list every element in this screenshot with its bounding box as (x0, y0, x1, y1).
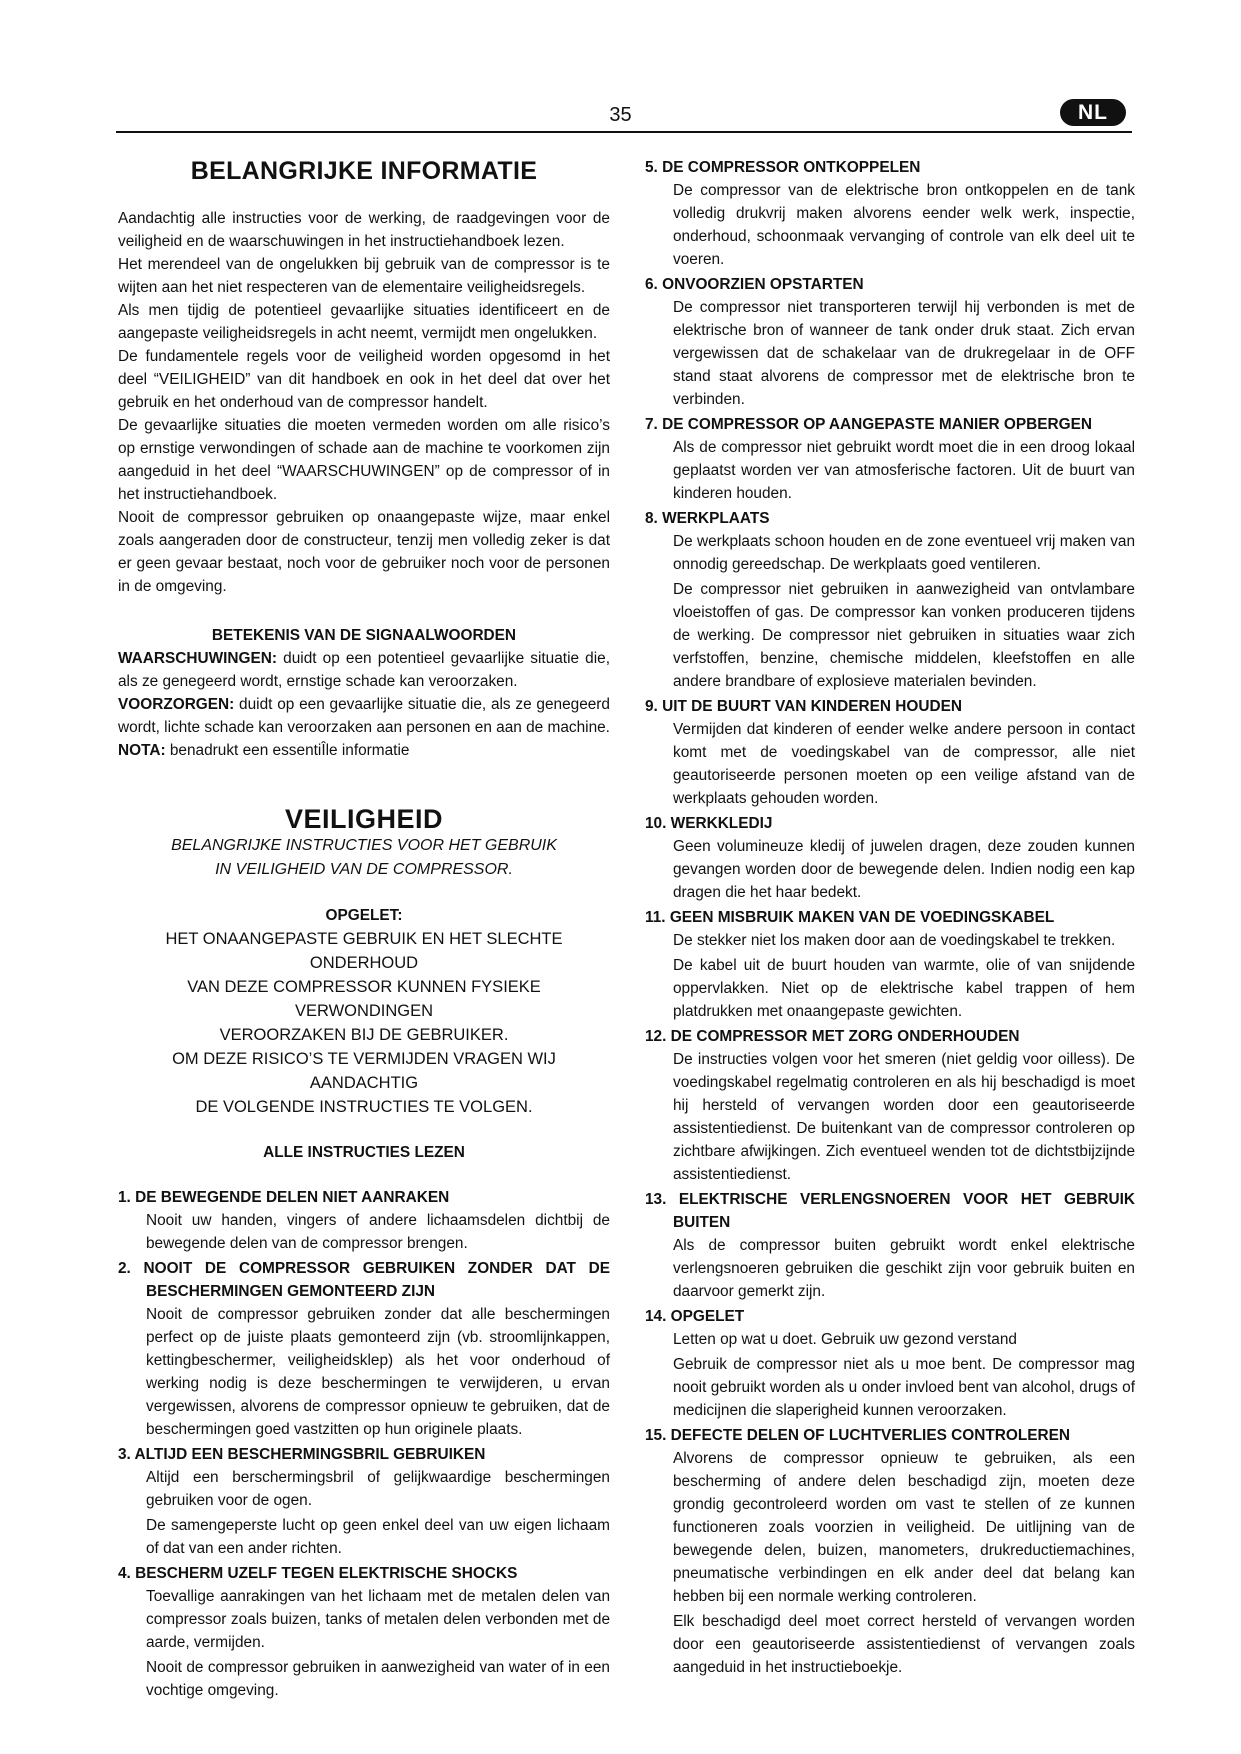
signal-text: duidt op een potentieel gevaarlijke situatie die, als ze genegeerd wordt, ernstige schade kan veroorzaken. (118, 650, 610, 690)
signal-words-heading: BETEKENIS VAN DE SIGNAALWOORDEN (211, 627, 517, 644)
instruction-section (645, 413, 1135, 505)
section-paragraph: Als de compressor niet gebruikt wordt moet die in een droog lokaal geplaatst worden ver van atmosferische factoren. Uit de buurt van kinderen houden. (673, 439, 1135, 502)
instruction-section (645, 156, 1135, 271)
section-heading: 8. WERKPLAATS (645, 510, 770, 527)
intro-text (118, 207, 610, 598)
signal-note (118, 739, 610, 762)
header-rule (116, 131, 1132, 133)
section-paragraph: De samengeperste lucht op geen enkel deel van uw eigen lichaam of dat van een ander richten. (146, 1517, 610, 1557)
section-heading: 11. GEEN MISBRUIK MAKEN VAN DE VOEDINGSKABEL (645, 909, 1055, 926)
section-heading: 12. DE COMPRESSOR MET ZORG ONDERHOUDEN (645, 1028, 1020, 1045)
important-info-title: BELANGRIJKE INFORMATIE (190, 157, 538, 185)
section-heading: 3. ALTIJD EEN BESCHERMINGSBRIL GEBRUIKEN (118, 1446, 486, 1463)
section-heading: 7. DE COMPRESSOR OP AANGEPASTE MANIER OPBERGEN (645, 416, 1092, 433)
intro-paragraph: De gevaarlijke situaties die moeten vermeden worden om alle risico’s op ernstige verwondingen of schade aan de machine te voorkomen zijn aangeduid in het deel “WAARSCHUWINGEN” op de compressor of in het instructiehandboek. (118, 417, 610, 503)
instruction-section (645, 1188, 1135, 1303)
read-all-heading: ALLE INSTRUCTIES LEZEN (263, 1144, 465, 1161)
safety-subtitle: BELANGRIJKE INSTRUCTIES VOOR HET GEBRUIK (171, 837, 557, 854)
caution-line: OM DEZE RISICO’S TE VERMIJDEN VRAGEN WIJ AANDACHTIG (172, 1050, 556, 1092)
caution-line: VEROORZAKEN BIJ DE GEBRUIKER. (219, 1026, 509, 1044)
section-heading: 10. WERKKLEDIJ (645, 815, 773, 832)
intro-paragraph: Het merendeel van de ongelukken bij gebruik van de compressor is te wijten aan het niet respecteren van de elementaire veiligheidsregels. (118, 256, 610, 296)
section-paragraph: Nooit de compressor gebruiken in aanwezigheid van water of in een vochtige omgeving. (146, 1659, 610, 1699)
section-paragraph: Als de compressor buiten gebruikt wordt enkel elektrische verlengsnoeren gebruiken die geschikt zijn voor gebruik buiten en daarvoor gemerkt zijn. (673, 1237, 1135, 1300)
intro-paragraph: Aandachtig alle instructies voor de werking, de raadgevingen voor de veiligheid en de waarschuwingen in het instructiehandboek lezen. (118, 210, 610, 250)
section-paragraph: Altijd een berschermingsbril of gelijkwaardige beschermingen gebruiken voor de ogen. (146, 1469, 610, 1509)
section-paragraph: De compressor van de elektrische bron ontkoppelen en de tank volledig drukvrij maken alvorens eender welk werk, inspectie, onderhoud, schoonmaak vervanging of controle van elk deel uit te voeren. (673, 182, 1135, 268)
page-number: 35 (609, 104, 632, 126)
left-column (118, 156, 610, 1704)
section-heading: 4. BESCHERM UZELF TEGEN ELEKTRISCHE SHOCKS (118, 1565, 518, 1582)
section-paragraph: De stekker niet los maken door aan de voedingskabel te trekken. (673, 932, 1116, 949)
signal-label: NOTA: (118, 742, 166, 759)
section-paragraph: Gebruik de compressor niet als u moe bent. De compressor mag nooit gebruikt worden als u onder invloed bent van alcohol, drugs of medicijnen die slaperigheid kunnen veroorzaken. (673, 1356, 1135, 1419)
instruction-section (645, 273, 1135, 411)
section-paragraph: Toevallige aanrakingen van het lichaam met de metalen delen van compressor zoals buizen, tanks of metalen delen verbonden met de aarde, vermijden. (146, 1588, 610, 1651)
intro-paragraph: Als men tijdig de potentieel gevaarlijke situaties identificeert en de aangepaste veiligheidsregels in acht neemt, vermijdt men ongelukken. (118, 302, 610, 342)
caution-heading: OPGELET: (325, 907, 403, 924)
instruction-section (645, 507, 1135, 693)
instruction-section (645, 1025, 1135, 1186)
section-heading: 13. ELEKTRISCHE VERLENGSNOEREN VOOR HET GEBRUIK BUITEN (645, 1191, 1135, 1231)
section-paragraph: Elk beschadigd deel moet correct hersteld of vervangen worden door een geautoriseerde assistentiedienst of vervangen zoals aangeduid in het instructieboekje. (673, 1613, 1135, 1676)
section-paragraph: De werkplaats schoon houden en de zone eventueel vrij maken van onnodig gereedschap. De werkplaats goed ventileren. (673, 533, 1136, 573)
section-paragraph: Letten op wat u doet. Gebruik uw gezond verstand (673, 1331, 1017, 1348)
language-badge: NL (1060, 99, 1126, 126)
section-heading: 9. UIT DE BUURT VAN KINDEREN HOUDEN (645, 698, 962, 715)
safety-title: VEILIGHEID (284, 804, 444, 834)
caution-line: VAN DEZE COMPRESSOR KUNNEN FYSIEKE VERWONDINGEN (187, 978, 541, 1020)
right-column (645, 156, 1135, 1681)
instruction-section (645, 695, 1135, 810)
instruction-section (645, 1424, 1135, 1679)
section-heading: 1. DE BEWEGENDE DELEN NIET AANRAKEN (118, 1189, 450, 1206)
caution-line: HET ONAANGEPASTE GEBRUIK EN HET SLECHTE ONDERHOUD (165, 930, 563, 972)
instruction-section (118, 1443, 610, 1560)
section-heading: 2. NOOIT DE COMPRESSOR GEBRUIKEN ZONDER DAT DE BESCHERMINGEN GEMONTEERD ZIJN (118, 1260, 610, 1300)
section-heading: 15. DEFECTE DELEN OF LUCHTVERLIES CONTROLEREN (645, 1427, 1070, 1444)
instruction-section (645, 1305, 1135, 1422)
signal-text: benadrukt een essentiÎle informatie (165, 742, 410, 759)
section-paragraph: De compressor niet transporteren terwijl hij verbonden is met de elektrische bron of wanneer de tank onder druk staat. Zich ervan vergewissen dat de schakelaar van de drukregelaar in de OFF stand staat alvorens de compressor met de elektrische bron te verbinden. (673, 299, 1135, 408)
section-heading: 6. ONVOORZIEN OPSTARTEN (645, 276, 864, 293)
section-paragraph: De instructies volgen voor het smeren (niet geldig voor oilless). De voedingskabel regelmatig controleren en als hij beschadigd is moet hij hersteld of vervangen worden door een geautoriseerde assistentiedienst. De buitenkant van de compressor controleren op zichtbare afwijkingen. Zich eventueel wenden tot de dichtstbijzijnde assistentiedienst. (673, 1051, 1135, 1183)
signal-label: VOORZORGEN: (118, 696, 235, 713)
safety-subtitle: IN VEILIGHEID VAN DE COMPRESSOR. (215, 861, 513, 878)
section-heading: 5. DE COMPRESSOR ONTKOPPELEN (645, 159, 921, 176)
instruction-section (645, 906, 1135, 1023)
section-paragraph: Nooit uw handen, vingers of andere lichaamsdelen dichtbij de bewegende delen van de compressor brengen. (146, 1212, 610, 1252)
section-heading: 14. OPGELET (645, 1308, 745, 1325)
intro-paragraph: Nooit de compressor gebruiken op onaangepaste wijze, maar enkel zoals aangeraden door de constructeur, tenzij men volledig zeker is dat er geen gevaar bestaat, noch voor de gebruiker noch voor de personen in de omgeving. (118, 509, 610, 595)
section-paragraph: De kabel uit de buurt houden van warmte, olie of van snijdende oppervlakken. Niet op de elektrische kabel trappen of hem platdrukken met onaangepaste gewichten. (673, 957, 1135, 1020)
section-paragraph: Nooit de compressor gebruiken zonder dat alle beschermingen perfect op de juiste plaats gemonteerd zijn (vb. stroomlijnkappen, kettingbeschermer, veiligheidsklep) als het voor onderhoud of werking nodig is deze beschermingen te verwijderen, u ervan vergewissen, alvorens de compressor opnieuw te gebruiken, dat de beschermingen goed vastzitten op hun originele plaats. (146, 1306, 610, 1438)
section-paragraph: Vermijden dat kinderen of eender welke andere persoon in contact komt met de voedingskabel van de compressor, alle niet geautoriseerde personen moeten op een veilige afstand van de werkplaats gehouden worden. (673, 721, 1135, 807)
instruction-section (118, 1562, 610, 1702)
section-paragraph: Alvorens de compressor opnieuw te gebruiken, als een bescherming of andere delen beschadigd zijn, moeten deze grondig gecontroleerd worden om vast te stellen of ze kunnen functioneren zoals voorzien in veiligheid. De uitlijning van de bewegende delen, buizen, manometers, drukreductiemachines, pneumatische verbindingen en elk ander deel dat belang kan hebben bij een normale werking controleren. (673, 1450, 1135, 1605)
instruction-section (118, 1186, 610, 1255)
instruction-section (118, 1257, 610, 1441)
signal-text: duidt op een gevaarlijke situatie die, als ze genegeerd wordt, lichte schade kan veroorzaken aan personen en aan de machine. (118, 696, 610, 736)
caution-line: DE VOLGENDE INSTRUCTIES TE VOLGEN. (195, 1098, 533, 1116)
section-paragraph: Geen volumineuze kledij of juwelen dragen, deze zouden kunnen gevangen worden door de bewegende delen. Indien nodig een kap dragen die het haar bedekt. (673, 838, 1135, 901)
instruction-section (645, 812, 1135, 904)
signal-warning (118, 647, 610, 693)
signal-precaution (118, 693, 610, 739)
signal-label: WAARSCHUWINGEN: (118, 650, 278, 667)
intro-paragraph: De fundamentele regels voor de veiligheid worden opgesomd in het deel “VEILIGHEID” van dit handboek en ook in het deel dat over het gebruik en het onderhoud van de compressor handelt. (118, 348, 610, 411)
section-paragraph: De compressor niet gebruiken in aanwezigheid van ontvlambare vloeistoffen of gas. De compressor kan vonken produceren tijdens de werking. De compressor niet gebruiken in situaties waar zich verfstoffen, benzine, chemische middelen, kleefstoffen en alle andere brandbare of explosieve materialen bevinden. (673, 581, 1135, 690)
